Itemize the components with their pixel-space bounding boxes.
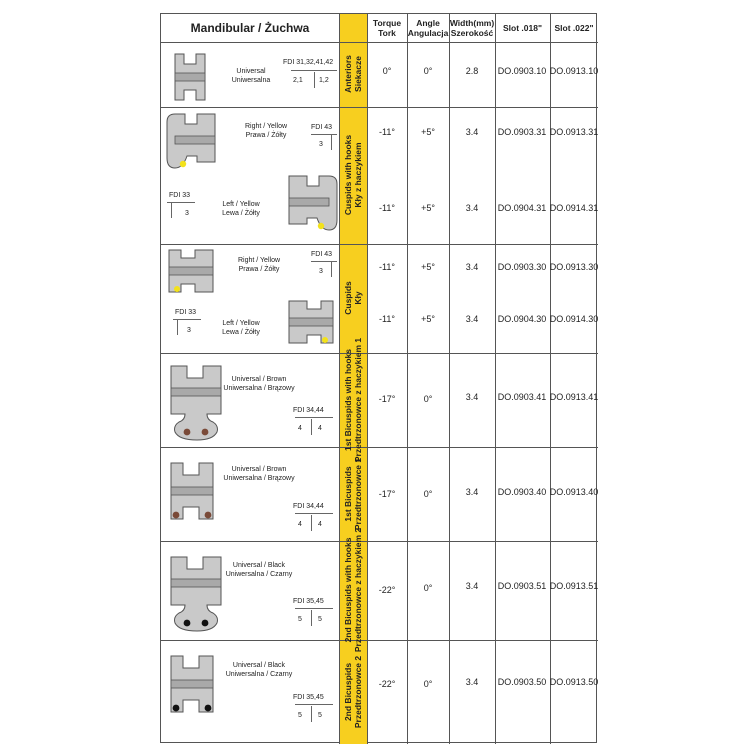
row2-desc: Left / Yellow Lewa / Żółty [222, 201, 260, 217]
fdi-rule [311, 706, 312, 722]
row1-angle: +5° [421, 127, 435, 137]
row8-width: 3.4 [465, 677, 479, 687]
group-label-anteriors: Anteriors Siekacze [343, 55, 363, 93]
row5-angle: 0° [423, 394, 433, 404]
row-divider [161, 42, 598, 43]
row2-slot022: DO.0914.31 [549, 203, 599, 213]
row3-fdi: FDI 43 [311, 251, 333, 258]
row3-fdi-a: 3 [319, 268, 323, 275]
yellow-dot [180, 161, 186, 167]
bracket-cuspid-right-image [167, 248, 215, 296]
yellow-dot [322, 337, 328, 343]
bracket-2nd-bicuspid-hooks-image [167, 555, 225, 633]
row1-slot018: DO.0903.31 [497, 127, 547, 137]
row3-slot018: DO.0903.30 [497, 262, 547, 272]
bracket-2nd-bicuspid-image [167, 654, 217, 716]
row4-slot022: DO.0914.30 [549, 314, 599, 324]
group-label-1st-bicuspids: 1st Bicuspids Przedtrzonowce 1 [343, 457, 363, 531]
black-dot [184, 620, 191, 627]
row6-angle: 0° [423, 489, 433, 499]
fdi-rule [311, 610, 312, 626]
row1-fdi-a: 3 [319, 141, 323, 148]
black-dot [173, 705, 180, 712]
col-divider [495, 14, 496, 744]
bracket-1st-bicuspid-hooks-image [167, 364, 225, 442]
header-torque: Torque Tork [372, 18, 402, 38]
row7-fdi: FDI 35,45 [293, 598, 324, 605]
col-divider [407, 14, 408, 744]
fdi-rule [295, 513, 333, 514]
fdi-rule [291, 70, 337, 71]
row8-fdi-b: 5 [318, 712, 322, 719]
col-divider [550, 14, 551, 744]
fdi-rule [295, 704, 333, 705]
row-divider [161, 107, 598, 108]
header-slot-022: Slot .022" [554, 23, 594, 33]
row5-width: 3.4 [465, 392, 479, 402]
row6-desc: Universal / Brown Uniwersalna / Brązowy [223, 466, 295, 482]
row6-fdi: FDI 34,44 [293, 503, 324, 510]
row6-fdi-a: 4 [298, 521, 302, 528]
col-divider [367, 14, 368, 744]
row1-slot022: DO.0913.31 [549, 127, 599, 137]
fdi-rule [295, 608, 333, 609]
brown-dot [205, 512, 212, 519]
row3-slot022: DO.0913.30 [549, 262, 599, 272]
row8-slot018: DO.0903.50 [497, 677, 547, 687]
row7-angle: 0° [423, 583, 433, 593]
row5-fdi-b: 4 [318, 425, 322, 432]
fdi-rule [314, 72, 315, 88]
fdi-rule [331, 134, 332, 150]
row0-angle: 0° [423, 66, 433, 76]
row2-slot018: DO.0904.31 [497, 203, 547, 213]
row8-desc: Universal / Black Uniwersalna / Czarny [225, 662, 293, 678]
row7-fdi-b: 5 [318, 616, 322, 623]
row0-fdi: FDI 31,32,41,42 [283, 59, 334, 66]
row6-fdi-b: 4 [318, 521, 322, 528]
table-title: Mandibular / Żuchwa [190, 21, 310, 35]
group-label-2nd-bicuspids-hooks: 2nd Bicuspids with hooks Przedtrzonowce z haczykiem 2 [343, 527, 363, 653]
black-dot [205, 705, 212, 712]
header-slot-018: Slot .018" [503, 23, 542, 33]
row-divider [161, 541, 598, 542]
fdi-rule [311, 261, 337, 262]
col-divider [339, 14, 340, 744]
row2-fdi: FDI 33 [169, 192, 191, 199]
row1-width: 3.4 [465, 127, 479, 137]
brown-dot [202, 429, 209, 436]
row3-torque: -11° [379, 262, 395, 272]
row2-angle: +5° [421, 203, 435, 213]
row-divider [161, 447, 598, 448]
yellow-dot [318, 223, 324, 229]
row5-fdi-a: 4 [298, 425, 302, 432]
row3-desc: Right / Yellow Prawa / Żółty [237, 257, 281, 273]
row1-torque: -11° [379, 127, 395, 137]
fdi-rule [331, 261, 332, 277]
row-divider [161, 640, 598, 641]
bracket-cuspid-left-image [287, 299, 335, 347]
fdi-rule [311, 134, 337, 135]
row3-angle: +5° [421, 262, 435, 272]
row8-fdi: FDI 35,45 [293, 694, 324, 701]
row5-fdi: FDI 34,44 [293, 407, 324, 414]
bracket-cuspid-hook-left-image [287, 174, 339, 234]
fdi-rule [295, 417, 333, 418]
header-width: Width(mm) Szerokość [449, 18, 495, 38]
group-label-2nd-bicuspids: 2nd Bicuspids Przedtrzonowce 2 [343, 655, 363, 729]
row6-slot018: DO.0903.40 [497, 487, 547, 497]
header-angle: Angle Angulacja [407, 18, 449, 38]
bracket-anterior-image [171, 52, 209, 102]
row4-torque: -11° [379, 314, 395, 324]
row5-desc: Universal / Brown Uniwersalna / Brązowy [223, 376, 295, 392]
row8-fdi-a: 5 [298, 712, 302, 719]
fdi-rule [311, 419, 312, 435]
row4-angle: +5° [421, 314, 435, 324]
row4-slot018: DO.0904.30 [497, 314, 547, 324]
brown-dot [173, 512, 180, 519]
row7-desc: Universal / Black Uniwersalna / Czarny [225, 562, 293, 578]
row4-desc: Left / Yellow Lewa / Żółty [222, 320, 260, 336]
group-label-1st-bicuspids-hooks: 1st Bicuspids with hooks Przedtrzonowce z haczykiem 1 [343, 337, 363, 463]
col-divider [449, 14, 450, 744]
row1-fdi: FDI 43 [311, 124, 333, 131]
fdi-rule [177, 319, 178, 335]
row7-slot018: DO.0903.51 [497, 581, 547, 591]
row0-slot018: DO.0903.10 [497, 66, 547, 76]
group-label-cuspids-hooks: Cuspids with hooks Kły z haczykiem [343, 134, 363, 216]
row0-width: 2.8 [465, 66, 479, 76]
row6-width: 3.4 [465, 487, 479, 497]
row0-desc: Universal Uniwersalna [231, 68, 271, 84]
row6-slot022: DO.0913.40 [549, 487, 599, 497]
group-label-cuspids: Cuspids Kły [343, 281, 363, 315]
row2-width: 3.4 [465, 203, 479, 213]
row7-slot022: DO.0913.51 [549, 581, 599, 591]
row-divider [161, 244, 598, 245]
row2-torque: -11° [379, 203, 395, 213]
row3-width: 3.4 [465, 262, 479, 272]
row6-torque: -17° [378, 489, 396, 499]
bracket-cuspid-hook-right-image [165, 112, 217, 172]
fdi-rule [171, 202, 172, 218]
brown-dot [184, 429, 191, 436]
row8-torque: -22° [378, 679, 396, 689]
row4-fdi-a: 3 [187, 327, 191, 334]
yellow-dot [174, 286, 180, 292]
row0-fdi-b: 1,2 [319, 77, 329, 84]
row4-fdi: FDI 33 [175, 309, 197, 316]
row7-fdi-a: 5 [298, 616, 302, 623]
fdi-rule [311, 515, 312, 531]
row0-fdi-a: 2,1 [293, 77, 303, 84]
row2-fdi-a: 3 [185, 210, 189, 217]
row0-slot022: DO.0913.10 [549, 66, 599, 76]
black-dot [202, 620, 209, 627]
bracket-table [160, 13, 597, 743]
row5-slot022: DO.0913.41 [549, 392, 599, 402]
row7-torque: -22° [378, 585, 396, 595]
row0-torque: 0° [382, 66, 392, 76]
row5-slot018: DO.0903.41 [497, 392, 547, 402]
row8-slot022: DO.0913.50 [549, 677, 599, 687]
row8-angle: 0° [423, 679, 433, 689]
row4-width: 3.4 [465, 314, 479, 324]
row-divider [161, 353, 598, 354]
row7-width: 3.4 [465, 581, 479, 591]
bracket-1st-bicuspid-image [167, 461, 217, 523]
row1-desc: Right / Yellow Prawa / Żółty [244, 123, 288, 139]
row5-torque: -17° [378, 394, 396, 404]
